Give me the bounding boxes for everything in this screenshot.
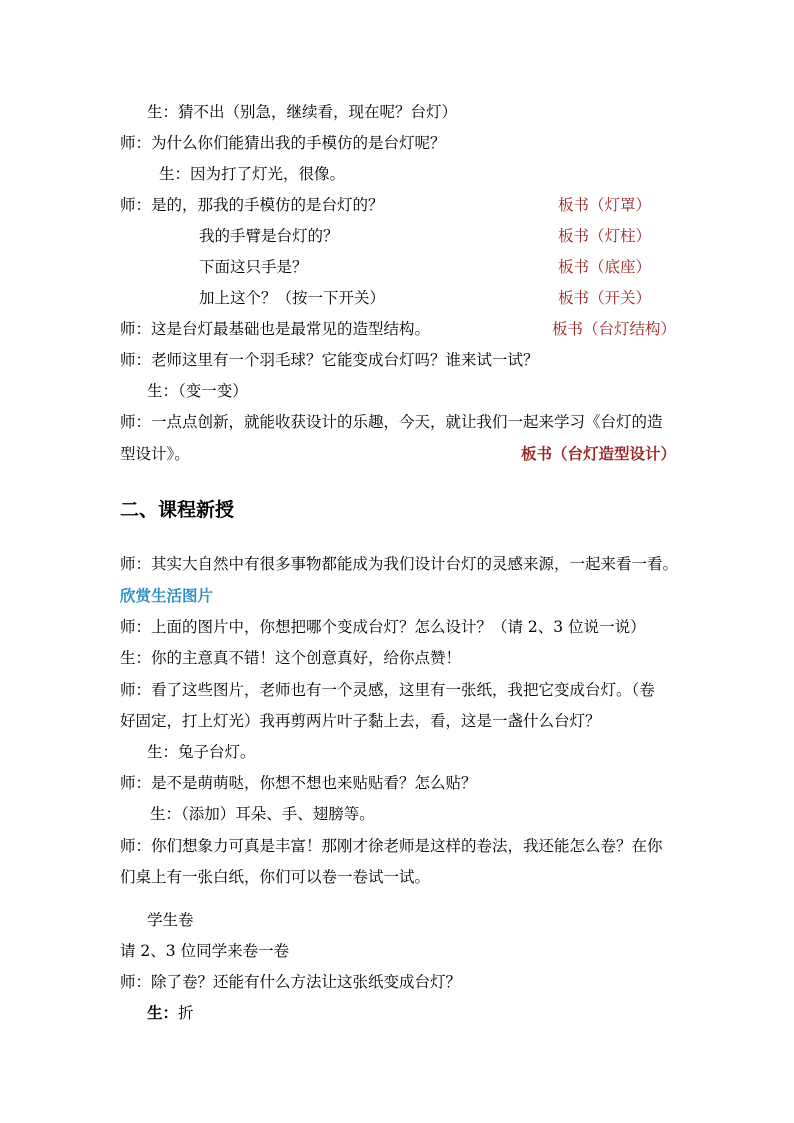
text-line: 生：猜不出（别急，继续看，现在呢？台灯）: [147, 103, 458, 121]
text-line: 师：为什么你们能猜出我的手模仿的是台灯呢？: [120, 134, 446, 152]
text-line: 生：折: [147, 1003, 194, 1022]
text-line: 生：兔子台灯。: [147, 743, 256, 761]
text-line: 学生卷: [147, 911, 194, 929]
text-line: 生：（变一变）: [147, 382, 248, 400]
board-note: 板书（底座）: [558, 258, 652, 276]
subheading: 欣赏生活图片: [120, 586, 214, 605]
text-line: 好固定，打上灯光）我再剪两片叶子黏上去，看，这是一盏什么台灯？: [120, 712, 601, 730]
text-line: 师：除了卷？还能有什么方法让这张纸变成台灯？: [120, 973, 462, 991]
board-note: 板书（台灯结构）: [552, 320, 677, 338]
text-line: 生：（添加）耳朵、手、翅膀等。: [150, 805, 375, 823]
board-note: 板书（开关）: [558, 289, 652, 307]
text-line: 我的手臂是台灯的？ 板书（灯柱）: [120, 223, 676, 249]
board-note: 板书（灯柱）: [558, 227, 652, 245]
board-note: 板书（台灯造型设计）: [520, 444, 676, 463]
section-heading: 二、课程新授: [120, 499, 235, 521]
text-line: 生：你的主意真不错！这个创意真好，给你点赞！: [120, 649, 462, 667]
text-line: 生：因为打了灯光，很像。: [159, 165, 346, 183]
text-line: 师：是的，那我的手模仿的是台灯的？ 板书（灯罩）: [120, 192, 676, 218]
text-line: 师：是不是萌萌哒，你想不想也来贴贴看？怎么贴？: [120, 774, 477, 792]
text-line: 们桌上有一张白纸，你们可以卷一卷试一试。: [120, 868, 431, 886]
board-note: 板书（灯罩）: [558, 196, 652, 214]
text-line: 师：一点点创新，就能收获设计的乐趣，今天，就让我们一起来学习《台灯的造: [120, 413, 663, 431]
text-line: 请 2、3 位同学来卷一卷: [120, 942, 290, 960]
text-line: 下面这只手是？ 板书（底座）: [120, 254, 676, 280]
text-line: 型设计》。 板书（台灯造型设计）: [120, 441, 676, 467]
text-line: 师：其实大自然中有很多事物都能成为我们设计台灯的灵感来源，一起来看一看。: [120, 555, 679, 573]
text-line: 师：上面的图片中，你想把哪个变成台灯？怎么设计？（请 2、3 位说一说）: [120, 618, 646, 636]
text-line: 加上这个？（按一下开关） 板书（开关）: [120, 285, 676, 311]
text-line: 师：这是台灯最基础也是最常见的造型结构。 板书（台灯结构）: [120, 316, 676, 342]
text-line: 师：你们想象力可真是丰富！那刚才徐老师是这样的卷法，我还能怎么卷？在你: [120, 837, 663, 855]
text-line: 师：老师这里有一个羽毛球？它能变成台灯吗？谁来试一试？: [120, 351, 539, 369]
text-line: 师：看了这些图片，老师也有一个灵感，这里有一张纸，我把它变成台灯。（卷: [120, 681, 655, 699]
